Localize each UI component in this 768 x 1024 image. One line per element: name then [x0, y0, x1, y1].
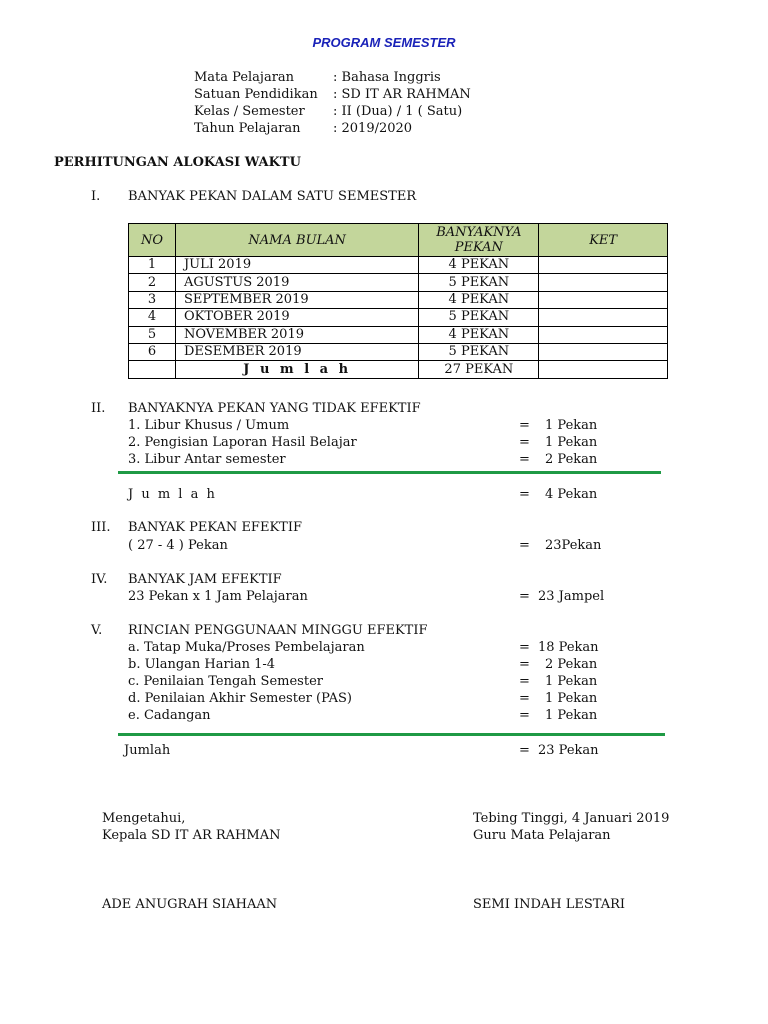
section5-total-value: 23 Pekan [538, 743, 599, 758]
cell-notes [539, 274, 668, 291]
section2-total-value: 4 Pekan [545, 487, 598, 502]
meta-value-class: : II (Dua) / 1 ( Satu) [333, 104, 463, 119]
cell-weeks: 5 PEKAN [419, 309, 539, 326]
section2-number: II. [91, 401, 106, 416]
meta-label-subject: Mata Pelajaran [194, 70, 295, 85]
signature-right-line2: Guru Mata Pelajaran [473, 828, 611, 843]
cell-month: AGUSTUS 2019 [175, 274, 418, 291]
header-no: NO [129, 224, 176, 257]
cell-weeks: 4 PEKAN [419, 257, 539, 274]
cell-notes [539, 257, 668, 274]
document-title: PROGRAM SEMESTER [312, 35, 456, 50]
section4-number: IV. [91, 572, 108, 587]
list-item-value: 18 Pekan [538, 640, 599, 655]
cell-weeks: 5 PEKAN [419, 274, 539, 291]
cell-no: 6 [129, 343, 176, 360]
list-item: 3. Libur Antar semester [128, 452, 286, 467]
signature-right-name: SEMI INDAH LESTARI [473, 897, 626, 912]
section3-value: 23Pekan [545, 538, 602, 553]
list-item: c. Penilaian Tengah Semester [128, 674, 323, 689]
list-item: 1. Libur Khusus / Umum [128, 418, 290, 433]
cell-month: SEPTEMBER 2019 [175, 291, 418, 308]
cell-empty [129, 361, 176, 378]
section1-number: I. [91, 189, 101, 204]
total-value: 27 PEKAN [419, 361, 539, 378]
equals-sign: = [519, 452, 530, 467]
equals-sign: = [519, 743, 530, 758]
section4-value: 23 Jampel [538, 589, 605, 604]
cell-month: OKTOBER 2019 [175, 309, 418, 326]
equals-sign: = [519, 538, 530, 553]
cell-notes [539, 326, 668, 343]
section3-line: ( 27 - 4 ) Pekan [128, 538, 228, 553]
cell-notes [539, 343, 668, 360]
meta-label-school: Satuan Pendidikan [194, 87, 318, 102]
cell-weeks: 5 PEKAN [419, 343, 539, 360]
section3-number: III. [91, 520, 111, 535]
cell-no: 3 [129, 291, 176, 308]
list-item-value: 2 Pekan [545, 452, 598, 467]
list-item: d. Penilaian Akhir Semester (PAS) [128, 691, 352, 706]
cell-notes [539, 291, 668, 308]
section2-total-label: J u m l a h [128, 487, 217, 502]
list-item: b. Ulangan Harian 1-4 [128, 657, 276, 672]
header-month: NAMA BULAN [175, 224, 418, 257]
cell-empty [539, 361, 668, 378]
table-row [129, 274, 668, 291]
cell-no: 1 [129, 257, 176, 274]
signature-left-line2: Kepala SD IT AR RAHMAN [102, 828, 281, 843]
section4-line: 23 Pekan x 1 Jam Pelajaran [128, 589, 308, 604]
list-item: e. Cadangan [128, 708, 211, 723]
meta-value-subject: : Bahasa Inggris [333, 70, 441, 85]
list-item-value: 1 Pekan [545, 674, 598, 689]
list-item-value: 1 Pekan [545, 691, 598, 706]
cell-weeks: 4 PEKAN [419, 326, 539, 343]
equals-sign: = [519, 657, 530, 672]
table-header-row [129, 224, 668, 257]
equals-sign: = [519, 708, 530, 723]
table-row [129, 257, 668, 274]
list-item-value: 1 Pekan [545, 708, 598, 723]
section5-rule [118, 733, 665, 736]
table-row [129, 309, 668, 326]
total-label: J u m l a h [175, 361, 418, 378]
list-item-value: 2 Pekan [545, 657, 598, 672]
signature-left-name: ADE ANUGRAH SIAHAAN [102, 897, 278, 912]
cell-notes [539, 309, 668, 326]
section-heading: PERHITUNGAN ALOKASI WAKTU [54, 155, 301, 170]
cell-month: JULI 2019 [175, 257, 418, 274]
table-row [129, 291, 668, 308]
meta-value-school: : SD IT AR RAHMAN [333, 87, 471, 102]
section5-title: RINCIAN PENGGUNAAN MINGGU EFEKTIF [128, 623, 428, 638]
list-item: 2. Pengisian Laporan Hasil Belajar [128, 435, 357, 450]
equals-sign: = [519, 640, 530, 655]
meta-label-class: Kelas / Semester [194, 104, 305, 119]
section2-rule [118, 471, 661, 474]
cell-no: 5 [129, 326, 176, 343]
cell-month: DESEMBER 2019 [175, 343, 418, 360]
meta-label-year: Tahun Pelajaran [194, 121, 301, 136]
header-notes: KET [539, 224, 668, 257]
header-weeks: BANYAKNYA PEKAN [419, 224, 539, 257]
table-row [129, 326, 668, 343]
list-item-value: 1 Pekan [545, 418, 598, 433]
section3-title: BANYAK PEKAN EFEKTIF [128, 520, 302, 535]
cell-weeks: 4 PEKAN [419, 291, 539, 308]
section4-title: BANYAK JAM EFEKTIF [128, 572, 282, 587]
signature-right-line1: Tebing Tinggi, 4 Januari 2019 [473, 811, 670, 826]
cell-no: 2 [129, 274, 176, 291]
equals-sign: = [519, 418, 530, 433]
equals-sign: = [519, 487, 530, 502]
signature-left-line1: Mengetahui, [102, 811, 186, 826]
cell-month: NOVEMBER 2019 [175, 326, 418, 343]
section2-title: BANYAKNYA PEKAN YANG TIDAK EFEKTIF [128, 401, 421, 416]
list-item: a. Tatap Muka/Proses Pembelajaran [128, 640, 365, 655]
cell-no: 4 [129, 309, 176, 326]
table-total-row [129, 361, 668, 378]
equals-sign: = [519, 691, 530, 706]
section5-number: V. [91, 623, 103, 638]
section1-title: BANYAK PEKAN DALAM SATU SEMESTER [128, 189, 417, 204]
weeks-table [128, 223, 668, 379]
equals-sign: = [519, 589, 530, 604]
meta-value-year: : 2019/2020 [333, 121, 413, 136]
equals-sign: = [519, 674, 530, 689]
list-item-value: 1 Pekan [545, 435, 598, 450]
table-row [129, 343, 668, 360]
section5-total-label: Jumlah [124, 743, 171, 758]
equals-sign: = [519, 435, 530, 450]
